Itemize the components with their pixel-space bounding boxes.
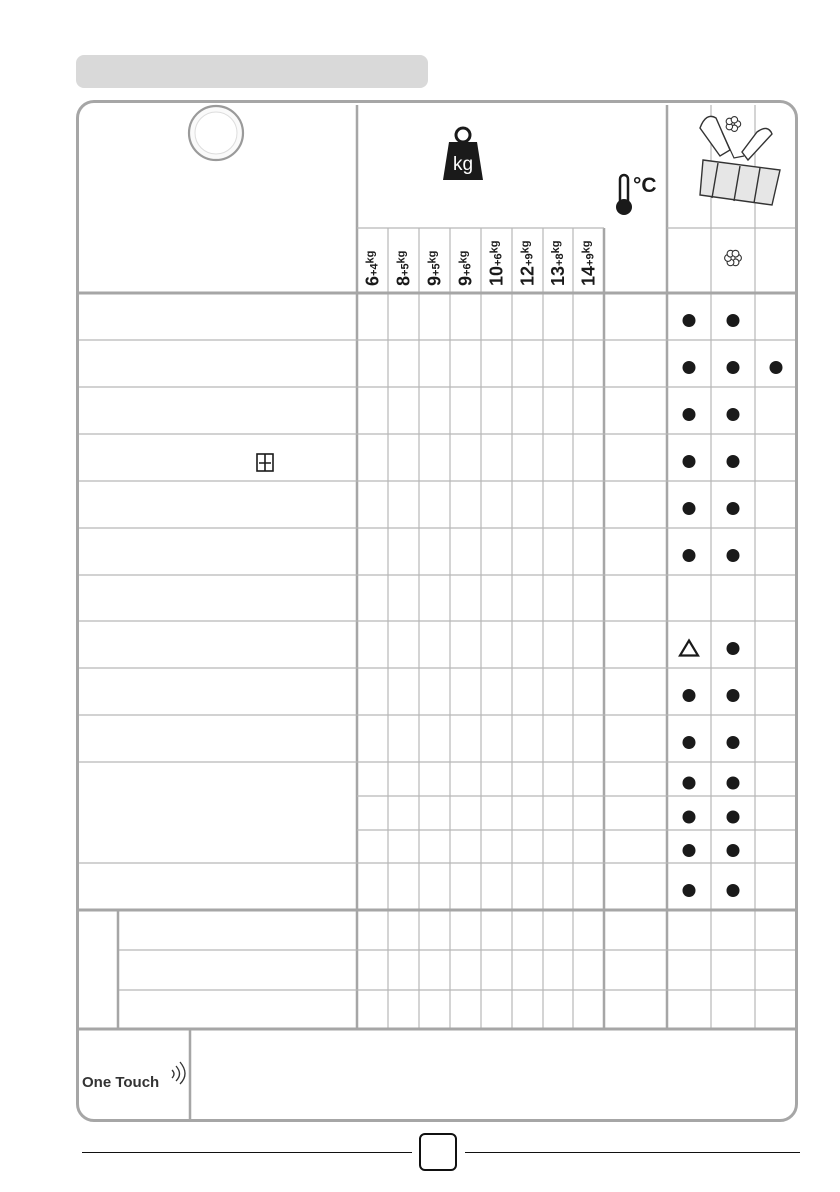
capacity-main: $9+5^{kg}$	[424, 250, 445, 286]
kg-weight-icon	[443, 128, 483, 180]
capacity-main: $10+6^{kg}$	[486, 240, 507, 286]
flower-petal	[731, 117, 737, 123]
cabinet-icon	[257, 454, 273, 471]
compartment-dot	[683, 361, 696, 374]
compartment-dot	[727, 642, 740, 655]
capacity-label	[518, 241, 538, 286]
kg-weight-label: kg	[452, 154, 474, 175]
signal-arc	[172, 1070, 174, 1078]
compartment-dot	[727, 314, 740, 327]
footer-rule-left	[82, 1152, 412, 1153]
capacity-unit: kg	[519, 240, 532, 254]
one-touch-label: One Touch	[82, 1074, 160, 1091]
capacity-label	[363, 251, 383, 286]
footer-rule-right	[465, 1152, 800, 1153]
compartment-dot	[683, 549, 696, 562]
compartment-dot	[727, 811, 740, 824]
dial-inner	[195, 112, 237, 154]
compartment-dot	[727, 884, 740, 897]
capacity-main: $6+4^{kg}$	[362, 250, 383, 286]
capacity-unit: kg	[550, 240, 562, 254]
flower-center	[731, 256, 735, 260]
compartment-dot	[683, 408, 696, 421]
capacity-extra: +8	[554, 253, 566, 266]
capacity-extra: +4	[368, 263, 381, 276]
compartment-dot	[683, 736, 696, 749]
nfc-signal-icon	[172, 1062, 185, 1084]
compartment-dot	[683, 884, 696, 897]
drawer-flower-icon	[726, 117, 741, 132]
compartment-dot	[727, 455, 740, 468]
compartment-dot	[683, 777, 696, 790]
capacity-unit: kg	[580, 240, 593, 254]
capacity-label	[487, 241, 507, 286]
compartment-triangle	[680, 641, 698, 656]
capacity-extra: +6	[492, 253, 505, 266]
compartment-dot	[727, 361, 740, 374]
capacity-unit: kg	[457, 250, 470, 264]
compartment-dot	[683, 811, 696, 824]
compartment-dot	[727, 408, 740, 421]
compartment-dot	[683, 455, 696, 468]
compartment-dot	[727, 736, 740, 749]
capacity-main: $13+8^{kg}$	[548, 240, 568, 286]
bottle-right	[742, 128, 772, 160]
softener-flower-icon	[725, 250, 742, 265]
capacity-extra: +9	[584, 253, 597, 266]
bottle-left	[700, 116, 730, 156]
compartment-dot	[683, 502, 696, 515]
capacity-main: $9+6^{kg}$	[455, 250, 476, 286]
program-dial-icon	[189, 106, 243, 160]
kg-weight-handle	[456, 128, 470, 142]
signal-arc	[176, 1066, 180, 1081]
compartment-dot	[727, 549, 740, 562]
capacity-label	[425, 251, 445, 286]
capacity-unit: kg	[395, 250, 408, 264]
capacity-main: $8+5^{kg}$	[393, 250, 414, 286]
compartment-dot	[683, 689, 696, 702]
capacity-label	[579, 241, 599, 286]
compartment-dot	[770, 361, 783, 374]
compartment-dot	[727, 844, 740, 857]
capacity-extra: +5	[430, 263, 443, 276]
capacity-unit: kg	[426, 250, 439, 264]
capacity-main: $12+9^{kg}$	[517, 240, 538, 286]
signal-arc	[180, 1062, 185, 1084]
compartment-dot	[727, 689, 740, 702]
capacity-main: $14+9^{kg}$	[578, 240, 599, 286]
capacity-unit: kg	[364, 250, 377, 264]
capacity-extra: +5	[399, 263, 412, 276]
cabinet-shelf	[259, 454, 271, 471]
thermometer-icon	[616, 174, 657, 215]
capacity-extra: +9	[523, 253, 536, 266]
capacity-unit: kg	[488, 240, 501, 254]
compartment-dot	[683, 844, 696, 857]
compartment-dot	[683, 314, 696, 327]
compartment-dot	[727, 777, 740, 790]
thermo-bulb	[616, 199, 632, 215]
page-number-box	[419, 1133, 457, 1171]
capacity-extra: +6	[461, 263, 474, 276]
detergent-drawer-icon	[700, 116, 780, 205]
temperature-unit-label: °C	[633, 174, 657, 197]
capacity-label	[456, 251, 476, 286]
capacity-label	[394, 251, 414, 286]
compartment-dot	[727, 502, 740, 515]
capacity-label	[548, 241, 568, 286]
